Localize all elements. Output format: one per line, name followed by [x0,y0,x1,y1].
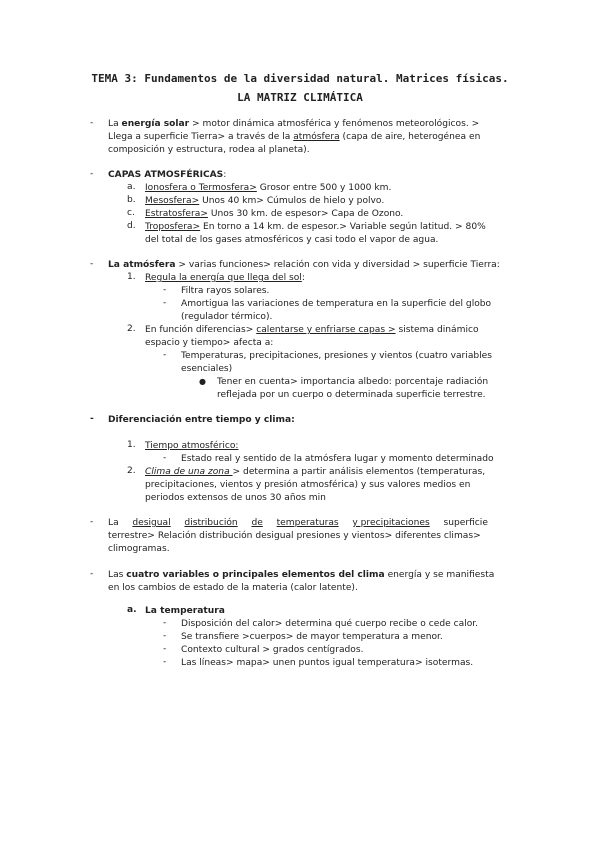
paragraph-line: Llega a superficie Tierra> a través de la atmósfera (capa de aire, heterogénea en [108,132,481,142]
list-item: En función diferencias> calentarse y enfriarse capas > sistema dinámico [145,325,479,335]
bullet-dash: - [163,631,167,641]
paragraph-line: composición y estructura, rodea al planeta). [108,145,310,155]
list-marker: a. [127,605,137,615]
bullet-dash: - [90,517,94,527]
sub-item: Las líneas> mapa> unen puntos igual temperatura> isotermas. [181,658,474,668]
list-item: Ionosfera o Termosfera> Grosor entre 500 y 1000 km. [145,183,392,193]
list-marker: c. [127,208,135,218]
sub-item: Estado real y sentido de la atmósfera lugar y momento determinado [181,454,494,464]
list-marker: 2. [127,324,136,334]
paragraph-line: La desigual distribución de temperaturas y precipitaciones superficie [108,518,488,528]
list-item: Regula la energía que llega del sol: [145,273,305,283]
bullet-dash: - [90,169,94,179]
section-heading: CAPAS ATMOSFÉRICAS: [108,170,227,180]
sub-item: Disposición del calor> determina qué cuerpo recibe o cede calor. [181,619,479,629]
list-item-continuation: del total de los gases atmosféricos y casi todo el vapor de agua. [145,235,439,245]
sub-item-continuation: (regulador térmico). [181,312,273,322]
section-heading: Diferenciación entre tiempo y clima: [108,415,295,425]
paragraph-line: terrestre> Relación distribución desigual presiones y vientos> diferentes climas> [108,531,481,541]
bullet-dash: - [90,259,94,269]
list-item: Mesosfera> Unos 40 km> Cúmulos de hielo y polvo. [145,196,385,206]
bullet-dash: - [163,618,167,628]
list-marker: 1. [127,440,136,450]
bullet-dash: - [90,118,94,128]
bullet-dash: - [163,298,167,308]
subsection-heading: La temperatura [145,606,225,616]
paragraph-line: en los cambios de estado de la materia (calor latente). [108,583,358,593]
bullet-dot: ● [199,377,206,386]
list-marker: d. [127,221,136,231]
sub-item: Filtra rayos solares. [181,286,270,296]
paragraph-line: Las cuatro variables o principales elementos del clima energía y se manifiesta [108,570,495,580]
sub-item: Amortigua las variaciones de temperatura en la superficie del globo [181,299,492,309]
paragraph-line: climogramas. [108,544,170,554]
bullet-dash: - [90,569,94,579]
list-marker: 2. [127,466,136,476]
list-item: Clima de una zona > determina a partir análisis elementos (temperaturas, [145,467,486,477]
bullet-dash: - [163,453,167,463]
sub-item: Temperaturas, precipitaciones, presiones y vientos (cuatro variables [181,351,493,361]
list-item: Troposfera> En torno a 14 km. de espesor.> Variable según latitud. > 80% [145,222,486,232]
sub-sub-item-continuation: reflejada por un cuerpo o determinada superficie terrestre. [217,390,486,400]
list-marker: a. [127,182,136,192]
sub-item: Se transfiere >cuerpos> de mayor temperatura a menor. [181,632,443,642]
list-item-continuation: periodos extensos de unos 30 años min [145,493,326,503]
list-marker: b. [127,195,136,205]
bullet-dash: - [163,657,167,667]
bullet-dash: - [163,350,167,360]
list-item-continuation: espacio y tiempo> afecta a: [145,338,274,348]
sub-item-continuation: esenciales) [181,364,233,374]
list-item-continuation: precipitaciones, vientos y presión atmosférica) y sus valores medios en [145,480,471,490]
document-title: TEMA 3: Fundamentos de la diversidad natural. Matrices físicas. [91,72,509,85]
list-marker: 1. [127,272,136,282]
bullet-dash: - [163,285,167,295]
list-item: Tiempo atmosférico: [145,441,239,451]
list-item: Estratosfera> Unos 30 km. de espesor> Capa de Ozono. [145,209,404,219]
document-subtitle: LA MATRIZ CLIMÁTICA [237,91,363,104]
bullet-dash: - [90,414,94,424]
paragraph-line: La energía solar > motor dinámica atmosférica y fenómenos meteorológicos. > [108,119,480,129]
bullet-dash: - [163,644,167,654]
sub-item: Contexto cultural > grados centígrados. [181,645,364,655]
sub-sub-item: Tener en cuenta> importancia albedo: porcentaje radiación [217,377,489,387]
paragraph-line: La atmósfera > varias funciones> relación con vida y diversidad > superficie Tierra: [108,260,500,270]
